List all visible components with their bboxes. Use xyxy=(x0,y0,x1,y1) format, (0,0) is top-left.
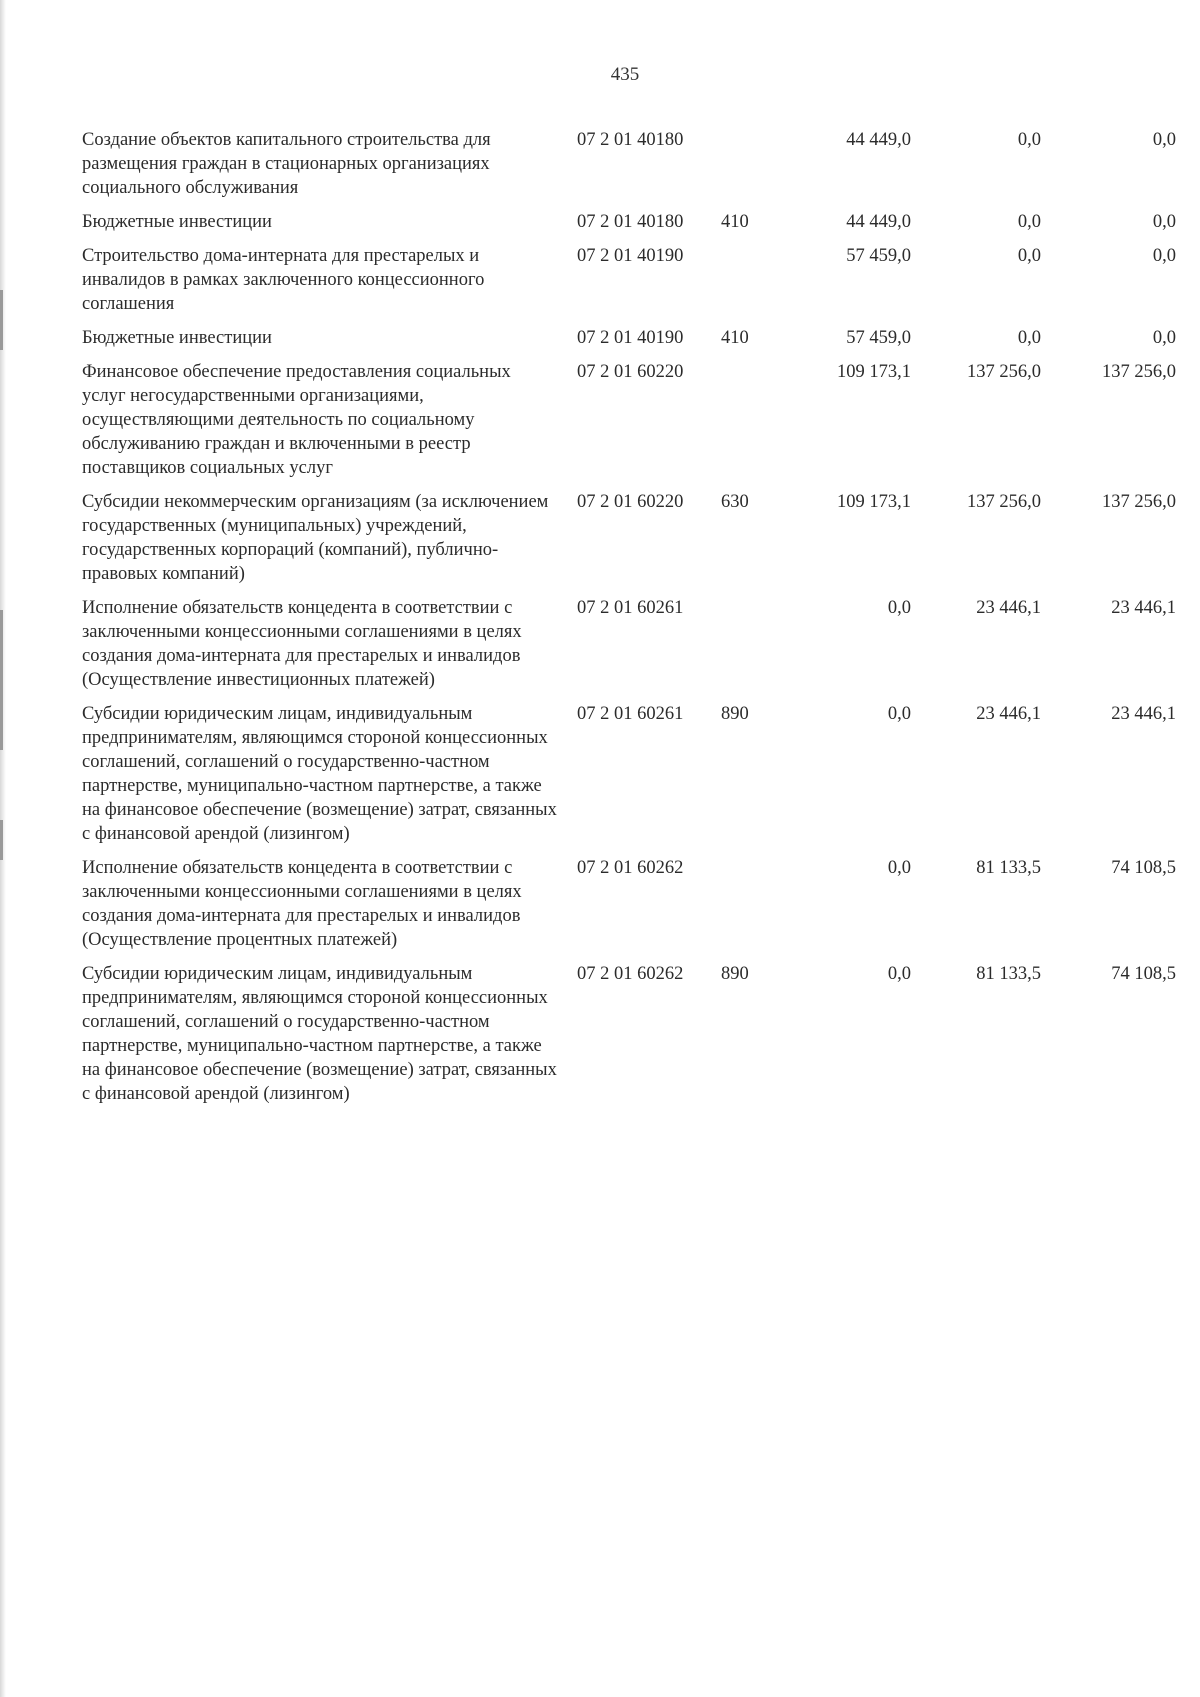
budget-table xyxy=(82,128,1176,1116)
row-name: Исполнение обязательств концедента в соответствии с заключенными концессионными соглашениями в целях создания дома-интерната для престарелых и инвалидов (Осуществление инвестиционных платежей) xyxy=(82,598,522,690)
row-value-2: 137 256,0 xyxy=(967,492,1041,512)
row-value-2: 23 446,1 xyxy=(976,598,1041,618)
row-value-1: 109 173,1 xyxy=(837,362,911,382)
row-name: Субсидии некоммерческим организациям (за исключением государственных (муниципальных) учреждений, государственных корпораций (компаний), публично-правовых компаний) xyxy=(82,492,549,584)
row-name: Бюджетные инвестиции xyxy=(82,328,272,348)
row-expense-type xyxy=(715,596,781,702)
scan-edge-shadow xyxy=(0,0,6,1697)
table-row xyxy=(82,490,1176,596)
row-name: Финансовое обеспечение предоставления социальных услуг негосударственными организациями, осуществляющими деятельность по социальному обслуживанию граждан и включенными в реестр поставщиков социальных услуг xyxy=(82,362,511,478)
row-expense-type: 410 xyxy=(721,212,749,232)
row-value-3: 0,0 xyxy=(1152,246,1176,266)
row-code: 07 2 01 60261 xyxy=(577,704,684,724)
table-row xyxy=(82,702,1176,856)
row-code: 07 2 01 40190 xyxy=(577,328,684,348)
row-value-3: 137 256,0 xyxy=(1102,492,1176,512)
row-value-2: 0,0 xyxy=(1017,130,1041,150)
table-row xyxy=(82,326,1176,360)
row-expense-type xyxy=(715,128,781,210)
row-value-1: 44 449,0 xyxy=(846,130,911,150)
row-value-3: 0,0 xyxy=(1152,130,1176,150)
row-expense-type: 630 xyxy=(721,492,749,512)
table-row xyxy=(82,128,1176,210)
scan-artifact xyxy=(0,290,3,350)
row-expense-type xyxy=(715,360,781,490)
row-name: Субсидии юридическим лицам, индивидуальным предпринимателям, являющимся стороной концессионных соглашений, соглашений о государственно-частном партнерстве, муниципально-частном партнерстве, а также на финансовое обеспечение (возмещение) затрат, связанных с финансовой арендой (лизингом) xyxy=(82,704,557,844)
row-value-2: 23 446,1 xyxy=(976,704,1041,724)
row-code: 07 2 01 60262 xyxy=(577,964,684,984)
row-expense-type xyxy=(715,244,781,326)
row-code: 07 2 01 60262 xyxy=(577,858,684,878)
row-code: 07 2 01 40180 xyxy=(577,212,684,232)
row-value-3: 23 446,1 xyxy=(1111,704,1176,724)
table-row xyxy=(82,596,1176,702)
table-row xyxy=(82,244,1176,326)
row-name: Субсидии юридическим лицам, индивидуальным предпринимателям, являющимся стороной концессионных соглашений, соглашений о государственно-частном партнерстве, муниципально-частном партнерстве, а также на финансовое обеспечение (возмещение) затрат, связанных с финансовой арендой (лизингом) xyxy=(82,964,557,1104)
row-code: 07 2 01 60261 xyxy=(577,598,684,618)
row-value-3: 0,0 xyxy=(1152,212,1176,232)
row-code: 07 2 01 60220 xyxy=(577,492,684,512)
row-value-3: 23 446,1 xyxy=(1111,598,1176,618)
table-row xyxy=(82,962,1176,1116)
row-value-2: 0,0 xyxy=(1017,328,1041,348)
scan-artifact xyxy=(0,820,3,860)
row-value-1: 0,0 xyxy=(887,598,911,618)
table-row xyxy=(82,856,1176,962)
row-code: 07 2 01 60220 xyxy=(577,362,684,382)
row-expense-type: 890 xyxy=(721,704,749,724)
row-expense-type: 890 xyxy=(721,964,749,984)
row-value-2: 137 256,0 xyxy=(967,362,1041,382)
row-value-1: 57 459,0 xyxy=(846,246,911,266)
row-value-3: 74 108,5 xyxy=(1111,964,1176,984)
row-name: Создание объектов капитального строительства для размещения граждан в стационарных организациях социального обслуживания xyxy=(82,130,491,198)
row-value-3: 137 256,0 xyxy=(1102,362,1176,382)
row-value-2: 81 133,5 xyxy=(976,964,1041,984)
row-code: 07 2 01 40190 xyxy=(577,246,684,266)
row-code: 07 2 01 40180 xyxy=(577,130,684,150)
row-expense-type xyxy=(715,856,781,962)
table-row xyxy=(82,210,1176,244)
row-name: Бюджетные инвестиции xyxy=(82,212,272,232)
row-name: Строительство дома-интерната для престарелых и инвалидов в рамках заключенного концессионного соглашения xyxy=(82,246,485,314)
row-value-1: 57 459,0 xyxy=(846,328,911,348)
scan-artifact xyxy=(0,610,3,750)
row-value-2: 81 133,5 xyxy=(976,858,1041,878)
row-value-3: 0,0 xyxy=(1152,328,1176,348)
row-value-2: 0,0 xyxy=(1017,246,1041,266)
row-value-3: 74 108,5 xyxy=(1111,858,1176,878)
row-name: Исполнение обязательств концедента в соответствии с заключенными концессионными соглашениями в целях создания дома-интерната для престарелых и инвалидов (Осуществление процентных платежей) xyxy=(82,858,522,950)
page-number: 435 xyxy=(610,64,640,85)
row-expense-type: 410 xyxy=(721,328,749,348)
row-value-1: 0,0 xyxy=(887,704,911,724)
row-value-1: 0,0 xyxy=(887,964,911,984)
row-value-1: 44 449,0 xyxy=(846,212,911,232)
row-value-1: 109 173,1 xyxy=(837,492,911,512)
row-value-2: 0,0 xyxy=(1017,212,1041,232)
table-row xyxy=(82,360,1176,490)
row-value-1: 0,0 xyxy=(887,858,911,878)
